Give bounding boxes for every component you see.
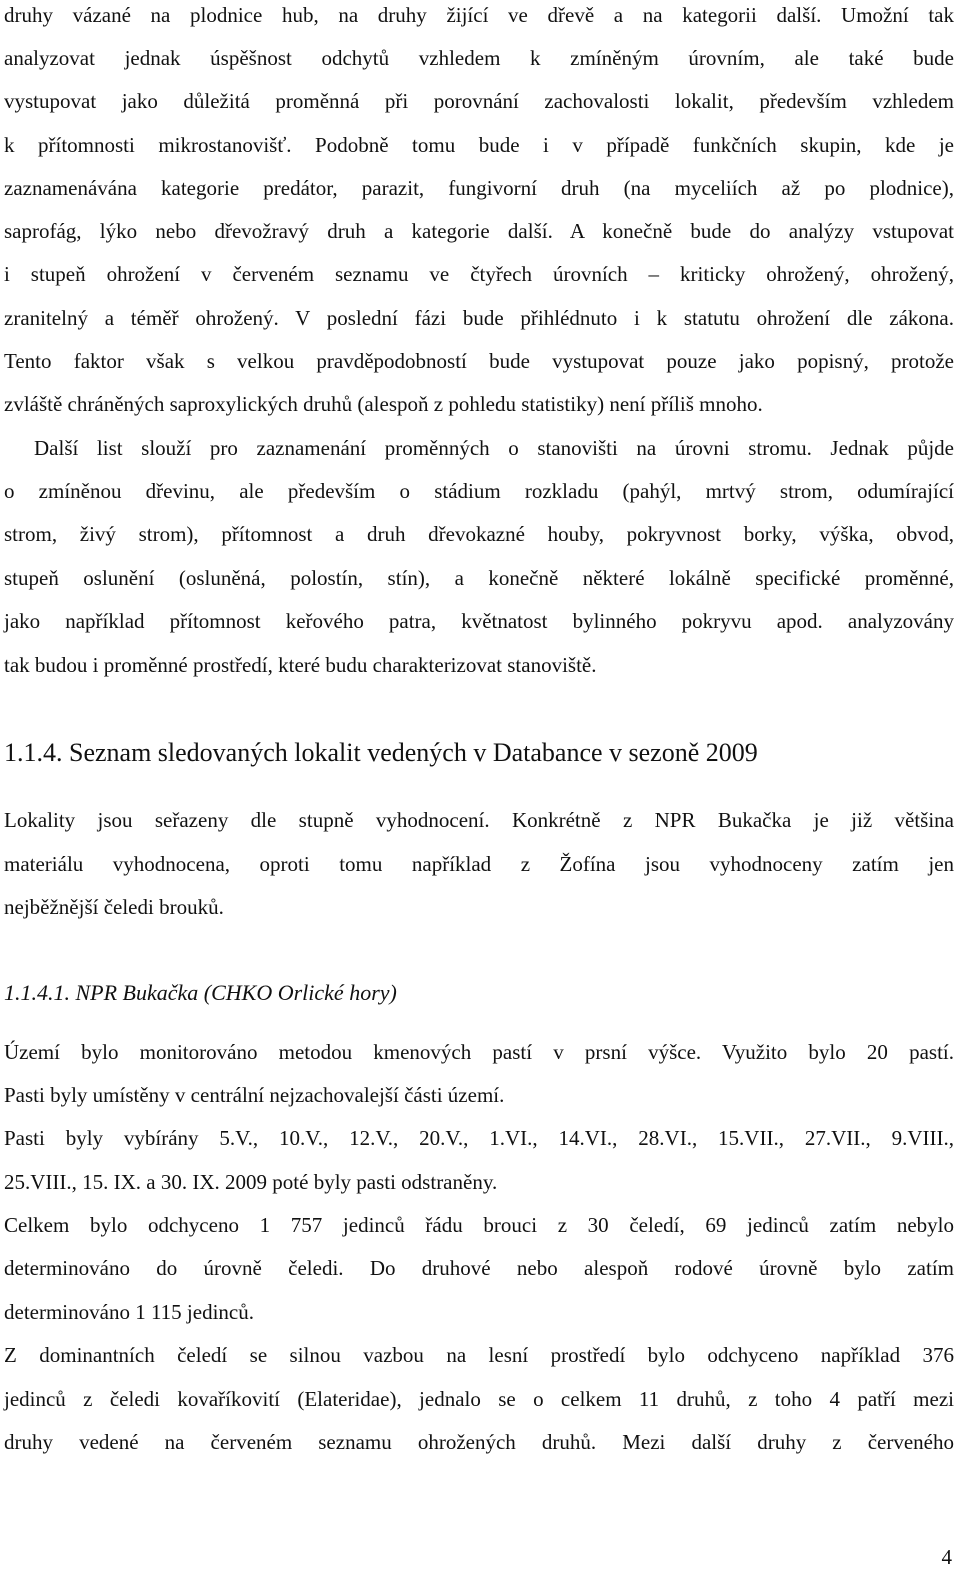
subsection-heading: 1.1.4.1. NPR Bukačka (CHKO Orlické hory) — [4, 980, 397, 1005]
paragraph-7-line: jedinců z čeledi kovaříkovití (Elateridae), jednalo se o celkem 11 druhů, z toho 4 patří mezi — [4, 1387, 954, 1411]
paragraph-5-line: 25.VIII., 15. IX. a 30. IX. 2009 poté byly pasti odstraněny. — [4, 1170, 498, 1194]
paragraph-1-line: zaznamenávána kategorie predátor, parazit, fungivorní druh (na myceliích až po plodnice), — [4, 176, 954, 200]
paragraph-1-line: k přítomnosti mikrostanovišť. Podobně tomu bude i v případě funkčních skupin, kde je — [4, 133, 954, 157]
paragraph-1-line: i stupeň ohrožení v červeném seznamu ve čtyřech úrovních – kriticky ohrožený, ohrožený, — [4, 262, 954, 286]
section-heading: 1.1.4. Seznam sledovaných lokalit vedených v Databance v sezoně 2009 — [4, 738, 758, 767]
paragraph-6-line: Celkem bylo odchyceno 1 757 jedinců řádu brouci z 30 čeledí, 69 jedinců zatím nebylo — [4, 1213, 954, 1237]
paragraph-2-line: jako například přítomnost keřového patra, květnatost bylinného pokryvu apod. analyzovány — [4, 609, 954, 633]
paragraph-4-line: Pasti byly umístěny v centrální nejzachovalejší části území. — [4, 1083, 505, 1107]
paragraph-7-line: druhy vedené na červeném seznamu ohrožených druhů. Mezi další druhy z červeného — [4, 1430, 954, 1454]
paragraph-1-line: zranitelný a téměř ohrožený. V poslední fázi bude přihlédnuto i k statutu ohrožení dle zákona. — [4, 306, 954, 330]
paragraph-2-line: o zmíněnou dřevinu, ale především o stádium rozkladu (pahýl, mrtvý strom, odumírající — [4, 479, 954, 503]
paragraph-1-line: analyzovat jednak úspěšnost odchytů vzhledem k zmíněným úrovním, ale také bude — [4, 46, 954, 70]
page-number: 4 — [941, 1545, 952, 1569]
paragraph-3-line: materiálu vyhodnocena, oproti tomu například z Žofína jsou vyhodnoceny zatím jen — [4, 852, 954, 876]
paragraph-1-line: vystupovat jako důležitá proměnná při porovnání zachovalosti lokalit, především vzhledem — [4, 89, 954, 113]
paragraph-2-line: tak budou i proměnné prostředí, které budu charakterizovat stanoviště. — [4, 653, 597, 677]
paragraph-1-line: zvláště chráněných saproxylických druhů (alespoň z pohledu statistiky) není příliš mnoho. — [4, 392, 763, 416]
paragraph-2-line: stupeň oslunění (osluněná, polostín, stín), a konečně některé lokálně specifické proměnné, — [4, 566, 954, 590]
paragraph-3-line: nejběžnější čeledi brouků. — [4, 895, 224, 919]
paragraph-2-line: strom, živý strom), přítomnost a druh dřevokazné houby, pokryvnost borky, výška, obvod, — [4, 522, 954, 546]
paragraph-4-line: Území bylo monitorováno metodou kmenových pastí v prsní výšce. Využito bylo 20 pastí. — [4, 1040, 954, 1064]
paragraph-3-line: Lokality jsou seřazeny dle stupně vyhodnocení. Konkrétně z NPR Bukačka je již většina — [4, 808, 954, 832]
paragraph-7-line: Z dominantních čeledí se silnou vazbou na lesní prostředí bylo odchyceno například 376 — [4, 1343, 954, 1367]
paragraph-6-line: determinováno 1 115 jedinců. — [4, 1300, 254, 1324]
paragraph-2-line: Další list slouží pro zaznamenání proměnných o stanovišti na úrovni stromu. Jednak půjde — [34, 436, 954, 460]
paragraph-1-line: druhy vázané na plodnice hub, na druhy žijící ve dřevě a na kategorii další. Umožní tak — [4, 3, 954, 27]
paragraph-1-line: Tento faktor však s velkou pravděpodobností bude vystupovat pouze jako popisný, protože — [4, 349, 954, 373]
paragraph-5-line: Pasti byly vybírány 5.V., 10.V., 12.V., 20.V., 1.VI., 14.VI., 28.VI., 15.VII., 27.VII., 9.VIII., — [4, 1126, 954, 1150]
paragraph-6-line: determinováno do úrovně čeledi. Do druhové nebo alespoň rodové úrovně bylo zatím — [4, 1256, 954, 1280]
paragraph-1-line: saprofág, lýko nebo dřevožravý druh a kategorie další. A konečně bude do analýzy vstupovat — [4, 219, 954, 243]
